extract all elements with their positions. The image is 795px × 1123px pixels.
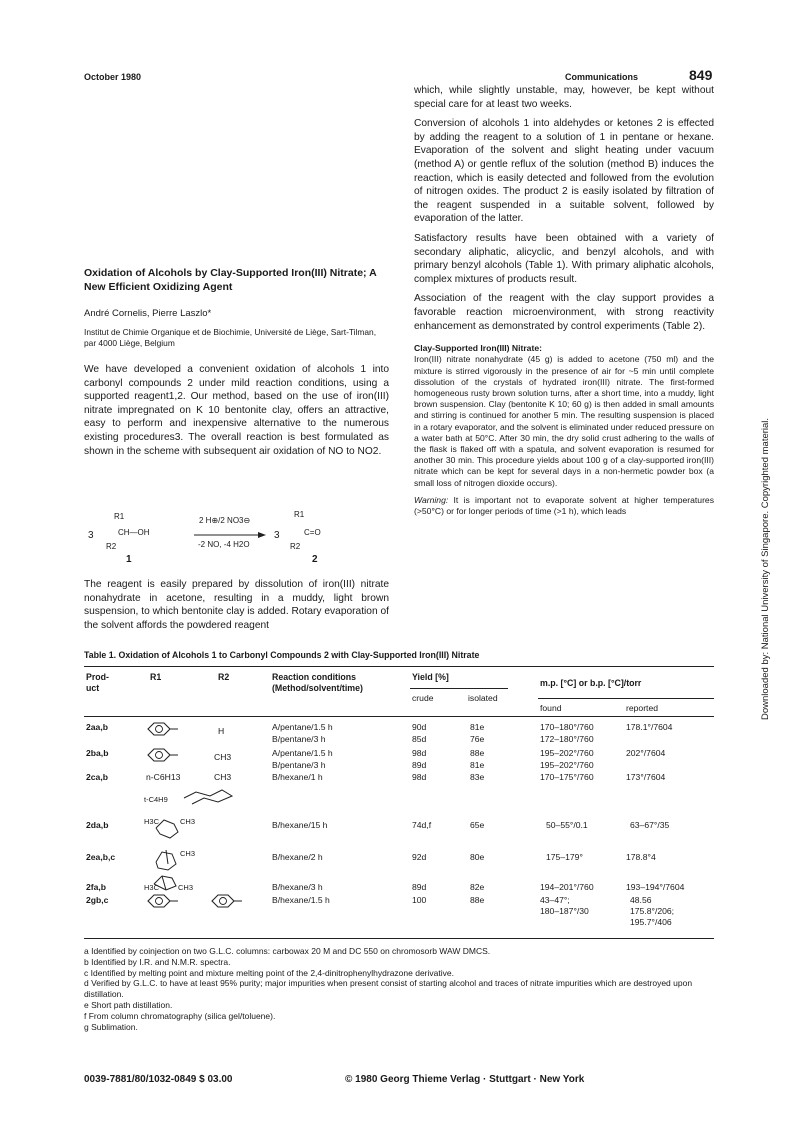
cell-crude: 98d [412, 772, 427, 782]
footer-copyright: © 1980 Georg Thieme Verlag · Stuttgart · New York [345, 1074, 585, 1085]
cell-product: 2ba,b [86, 748, 109, 758]
cell-isolated: 76e [470, 734, 485, 744]
cell-found: 172–180°/760 [540, 734, 594, 744]
cell-reported: 193–194°/7604 [626, 882, 685, 892]
cell-isolated: 81e [470, 722, 485, 732]
cell-r2: CH3 [214, 752, 232, 762]
cell-reported: 63–67°/35 [630, 820, 670, 830]
table-header-crude: crude [412, 693, 434, 703]
experimental-heading: Clay-Supported Iron(III) Nitrate: [414, 343, 542, 354]
coefficient: 3 [274, 530, 280, 541]
affiliation: Institut de Chimie Organique et de Biochimie, Université de Liège, Sart-Tilman, par 4000 Liège, Belgium [84, 327, 377, 348]
cell-r1: n-C6H13 [146, 772, 181, 782]
cell-crude: 92d [412, 852, 427, 862]
cell-reported: 202°/7604 [626, 748, 666, 758]
table-bottom-rule [84, 938, 714, 939]
footnote: d Verified by G.L.C. to have at least 95% purity; major impurities when present consist of starting alcohol and traces of nitrate impurities which are destroyed upon distillation. [84, 978, 693, 1000]
cell-conditions: B/hexane/1.5 h [272, 895, 330, 905]
cell-isolated: 82e [470, 882, 485, 892]
menthol-structure-icon [156, 820, 178, 838]
footnote: f From column chromatography (silica gel/toluene). [84, 1010, 276, 1021]
warning-label: Warning: [414, 494, 449, 505]
compound-label-1: 1 [126, 554, 132, 565]
compound-label-2: 2 [312, 554, 318, 565]
coefficient: 3 [88, 530, 94, 541]
left-column-continued [84, 578, 389, 632]
paragraph: Satisfactory results have been obtained with a variety of secondary aliphatic, alicyclic, and benzyl alcohols, and with primary benzyl alcohols (Table 1). With primary aliphatic alcohols, complex mixtures of products result. [414, 232, 714, 285]
experimental-text: Iron(III) nitrate nonahydrate (45 g) is added to acetone (750 ml) and the mixture is stirred vigorously in the presence of air for ~5 min until complete dissolution of the crystals of hydrated iron(III) nitrate. The first-formed homogeneous rusty brown solution turns, after a short time, into a muddy, light brown suspension. Clay (bentonite K 10; 60 g) is then added in small amounts and stirring is continued for another 5 min. The resulting suspension is placed in a rotary evaporator, and the solvent is eliminated under reduced pressure on a water bath at 50°C. After 30 min, the dry solid crust adhering to the walls of the flask is flaked off with a spatula, and solvent evaporation is resumed for another 30 min. This procedure yields about 100 g of a clay-supported iron(III) nitrate which can be kept for several days in a non-hermetic powder box (a small loss of nitrogen dioxide occurs). [414, 354, 715, 488]
phenyl-ring-icon [212, 895, 242, 907]
cell-isolated: 65e [470, 820, 485, 830]
table-header-rule [84, 716, 714, 717]
paragraph: Association of the reagent with the clay support provides a favorable reaction microenvironment, with strong reactivity enhancement as demonstrated by control experiments (Table 2). [414, 293, 714, 332]
warning-text: It is important not to evaporate solvent at higher temperatures (>50°C) or for longer periods of time (>1 h), which leads [414, 494, 715, 516]
authors: André Cornelis, Pierre Laszlo* [84, 308, 212, 319]
methyl-label: H3C [144, 817, 160, 826]
alcohol-group: CH—OH [118, 528, 150, 537]
cell-found: 194–201°/760 [540, 882, 594, 892]
footnote: e Short path distillation. [84, 999, 173, 1010]
paragraph: Conversion of alcohols 1 into aldehydes or ketones 2 is effected by adding the reagent to a solution of 1 in pentane or hexane. Evaporation of the solvent and slight heating under vacuum (method A) or gentle reflux of the solution (method B) induces the reaction, which is easily detected and followed from the evolution of nitrogen oxides. The product 2 is easily isolated by filtration of the reagent suspended in a suitable solvent, followed by evaporation of the latter. [414, 118, 714, 225]
cell-reported: 178.1°/7604 [626, 722, 673, 732]
phenyl-ring-icon [148, 895, 178, 907]
table-header-conditions: Reaction conditions (Method/solvent/time) [272, 672, 363, 693]
cell-product: 2gb,c [86, 895, 109, 905]
cell-found: 195–202°/760 [540, 748, 594, 758]
cell-found: 43–47°; 180–187°/30 [540, 895, 589, 917]
header-section: Communications [565, 72, 639, 82]
cell-conditions: B/pentane/3 h [272, 760, 326, 770]
cell-conditions: A/pentane/1.5 h [272, 722, 333, 732]
page-number: 849 [689, 67, 713, 83]
table-header-r2: R2 [218, 672, 230, 682]
methyl-label: CH3 [180, 817, 196, 826]
cell-reported: 178.8°4 [626, 852, 656, 862]
r2-label: R2 [106, 542, 117, 551]
phenyl-ring-icon [148, 723, 178, 735]
cell-found: 170–180°/760 [540, 722, 594, 732]
cell-reported: 48.56 175.8°/206; 195.7°/406 [630, 895, 675, 928]
cell-found: 195–202°/760 [540, 760, 594, 770]
cell-product: 2fa,b [86, 882, 107, 892]
table-top-rule [84, 666, 714, 667]
cell-isolated: 81e [470, 760, 485, 770]
methyl-label: CH3 [180, 849, 196, 858]
table-header-reported: reported [626, 703, 659, 713]
cell-product: 2da,b [86, 820, 109, 830]
reaction-scheme [84, 506, 389, 570]
download-notice: Downloaded by: National University of Singapore. Copyrighted material. [760, 417, 771, 720]
left-column [84, 266, 389, 458]
r1-label: R1 [114, 512, 125, 521]
footer-code: 0039-7881/80/1032-0849 $ 03.00 [84, 1074, 233, 1085]
cell-found: 170–175°/760 [540, 772, 594, 782]
cell-conditions: A/pentane/1.5 h [272, 748, 333, 758]
cell-crude: 74d,f [412, 820, 432, 830]
cell-r2: CH3 [214, 772, 232, 782]
cell-crude: 100 [412, 895, 427, 905]
paragraph: We have developed a convenient oxidation of alcohols 1 into carbonyl compounds 2 under mild reaction conditions, using a supported reagent1,2. Our method, based on the use of iron(III) nitrate impregnated on K 10 bentonite clay, offers an attractive, easy to perform and inexpensive alternative to the numerous existing procedures3. The overall reaction is best formulated as shown in the scheme with subsequent air oxidation of NO to NO2. [84, 364, 389, 457]
footnote: a Identified by coinjection on two G.L.C. columns: carbowax 20 M and DC 550 on chromosorb WAW DMCS. [84, 946, 491, 956]
t-butyl-label: t-C4H9 [144, 795, 168, 804]
cell-conditions: B/hexane/2 h [272, 852, 323, 862]
cell-product: 2aa,b [86, 722, 108, 732]
footnote: g Sublimation. [84, 1021, 138, 1032]
table-header-product: Prod- uct [86, 672, 109, 693]
header-date: October 1980 [84, 72, 142, 82]
table-header-mp: m.p. [°C] or b.p. [°C]/torr [540, 678, 642, 688]
cell-crude: 90d [412, 722, 427, 732]
cell-reported: 173°/7604 [626, 772, 666, 782]
paragraph: which, while slightly unstable, may, however, be kept without special care for at least two weeks. [414, 85, 714, 110]
cell-conditions: B/pentane/3 h [272, 734, 326, 744]
table-header-yield: Yield [%] [412, 672, 449, 682]
cell-crude: 85d [412, 734, 427, 744]
table-structures [140, 718, 270, 914]
article-title: Oxidation of Alcohols by Clay-Supported Iron(III) Nitrate; A New Efficient Oxidizing Agent [84, 267, 377, 293]
cell-crude: 89d [412, 760, 427, 770]
cell-isolated: 88e [470, 895, 485, 905]
r2-label: R2 [290, 542, 301, 551]
cell-crude: 98d [412, 748, 427, 758]
cell-conditions: B/hexane/3 h [272, 882, 323, 892]
footnote: b Identified by I.R. and N.M.R. spectra. [84, 956, 231, 967]
cell-isolated: 80e [470, 852, 485, 862]
cyclohexane-icon [184, 790, 232, 804]
table-header-r1: R1 [150, 672, 162, 682]
reagent-bottom: -2 NO, -4 H2O [198, 540, 250, 549]
cell-r2: H [218, 726, 225, 736]
phenyl-ring-icon [148, 749, 178, 761]
cell-crude: 89d [412, 882, 427, 892]
table-footnotes [84, 946, 714, 1032]
reagent-top: 2 H⊕/2 NO3⊖ [199, 516, 251, 525]
reaction-arrow [194, 532, 266, 538]
table-header-found: found [540, 703, 562, 713]
carbonyl-group: C=O [304, 528, 321, 537]
cell-isolated: 88e [470, 748, 485, 758]
table-subrule-yield [410, 688, 508, 689]
table-subrule-mp [538, 698, 714, 699]
cell-found: 50–55°/0.1 [546, 820, 588, 830]
cell-conditions: B/hexane/1 h [272, 772, 323, 782]
right-column [414, 84, 714, 517]
cell-found: 175–179° [546, 852, 583, 862]
cell-product: 2ca,b [86, 772, 108, 782]
footnote: c Identified by melting point and mixture melting point of the 2,4-dinitrophenylhydrazone derivative. [84, 967, 454, 978]
methyl-label: H3C [144, 883, 160, 892]
methyl-label: CH3 [178, 883, 194, 892]
cell-conditions: B/hexane/15 h [272, 820, 328, 830]
paragraph: The reagent is easily prepared by dissolution of iron(III) nitrate nonahydrate in acetone, resulting in a muddy, light brown suspension, to which bentonite clay is added. Rotary evaporation of the solvent affords the powdered reagent [84, 579, 389, 631]
r1-label: R1 [294, 510, 305, 519]
camphor-structure-icon [156, 850, 176, 870]
cell-product: 2ea,b,c [86, 852, 116, 862]
table-caption: Table 1. Oxidation of Alcohols 1 to Carbonyl Compounds 2 with Clay-Supported Iron(III) Nitrate [84, 650, 480, 660]
table-header-isolated: isolated [468, 693, 498, 703]
cell-isolated: 83e [470, 772, 485, 782]
